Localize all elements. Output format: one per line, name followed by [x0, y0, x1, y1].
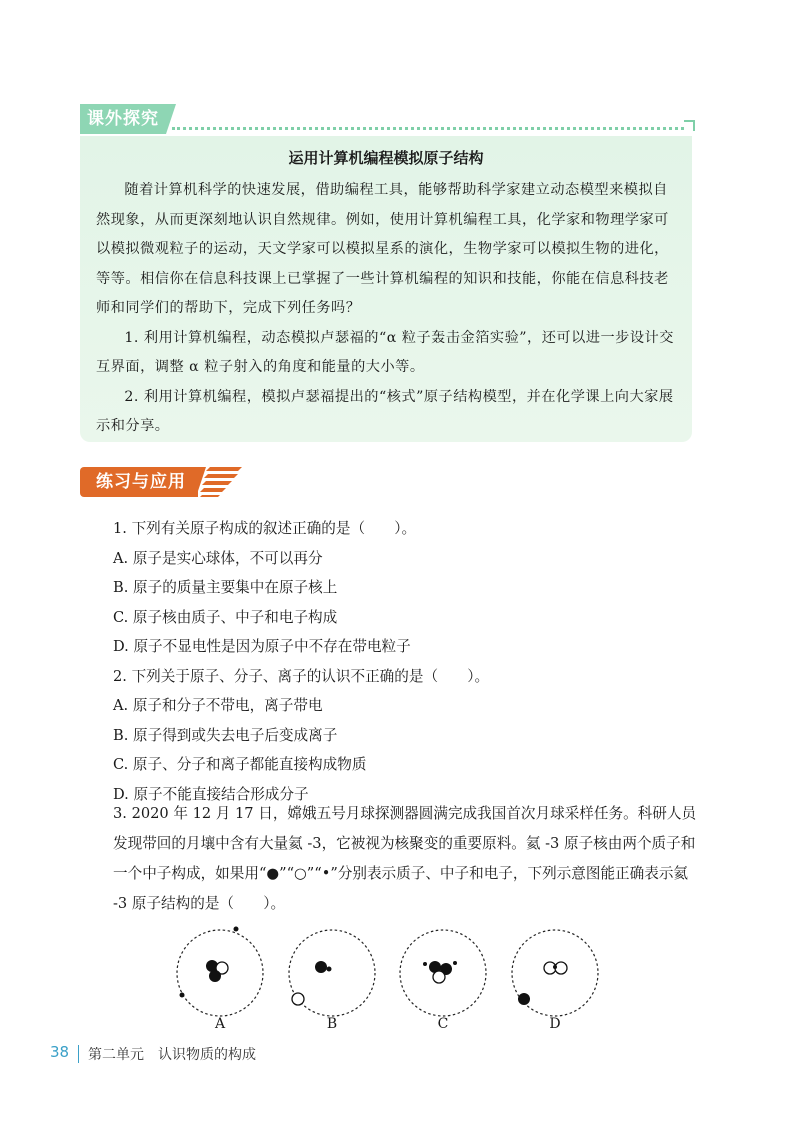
q2-stem: 2. 下列关于原子、分子、离子的认识不正确的是（ ）。 — [113, 667, 490, 685]
q2-option-c: C. 原子、分子和离子都能直接构成物质 — [113, 756, 367, 773]
figure-label-c: C — [437, 1016, 449, 1032]
atom-figure-b — [282, 918, 382, 1028]
q1-option-d: D. 原子不显电性是因为原子中不存在带电粒子 — [113, 638, 411, 655]
figure-label-a: A — [214, 1016, 226, 1032]
explore-paragraph: 随着计算机科学的快速发展，借助编程工具，能够帮助科学家建立动态模型来模拟自然现象，从而更深刻地认识自然规律。例如，使用计算机编程工具，化学家和物理学家可以模拟微观粒子的运动，天文学家可以模拟星系的演化，生物学家可以模拟生物的进化，等等。相信你在信息科技课上已掌握了一些计算机编程的知识和技能，你能在信息科技老师和同学们的帮助下，完成下列任务吗？ — [96, 182, 669, 316]
q1-option-b: B. 原子的质量主要集中在原子核上 — [113, 579, 338, 596]
atom-figure-c — [393, 918, 493, 1028]
page-number: 38 — [50, 1043, 70, 1061]
q2-option-a: A. 原子和分子不带电，离子带电 — [113, 697, 323, 714]
atom-figure-a — [170, 918, 270, 1028]
explore-body — [96, 176, 680, 442]
q1-option-c: C. 原子核由质子、中子和电子构成 — [113, 608, 338, 626]
question-list — [113, 514, 703, 809]
explore-tag: 课外探究 — [80, 104, 166, 134]
q2-option-d: D. 原子不能直接结合形成分子 — [113, 785, 309, 803]
figure-label-d: D — [549, 1016, 561, 1032]
q2-option-b: B. 原子得到或失去电子后变成离子 — [113, 726, 338, 744]
footer-unit-title: 第二单元 认识物质的构成 — [88, 1047, 256, 1063]
footer-divider — [78, 1045, 79, 1063]
explore-title: 运用计算机编程模拟原子结构 — [288, 149, 484, 167]
explore-task-1: 1. 利用计算机编程，动态模拟卢瑟福的“α 粒子轰击金箔实验”，还可以进一步设计交互界面，调整 α 粒子射入的角度和能量的大小等。 — [96, 329, 674, 375]
q3-stem: 3. 2020 年 12 月 17 日，嫦娥五号月球探测器圆满完成我国首次月球采样任务。科研人员发现带回的月壤中含有大量氦 -3，它被视为核聚变的重要原料。氦 -3 原子核由两个质子和一个中子构成，如果用“●”“○”“•”分别表示质子、中子和电子，下列示意图能正确表示氦 -3 原子结构的是（ ）。 — [113, 805, 697, 912]
q1-option-a: A. 原子是实心球体，不可以再分 — [113, 549, 323, 567]
q1-stem: 1. 下列有关原子构成的叙述正确的是（ ）。 — [113, 520, 417, 537]
practice-tag-stripes-icon — [196, 467, 242, 497]
practice-tag: 练习与应用 — [80, 467, 198, 497]
figure-label-b: B — [326, 1016, 338, 1032]
corner-mark-icon — [684, 120, 695, 131]
explore-task-2: 2. 利用计算机编程，模拟卢瑟福提出的“核式”原子结构模型，并在化学课上向大家展示和分享。 — [96, 388, 674, 434]
dotted-divider — [172, 127, 684, 130]
atom-figure-d — [505, 918, 605, 1028]
